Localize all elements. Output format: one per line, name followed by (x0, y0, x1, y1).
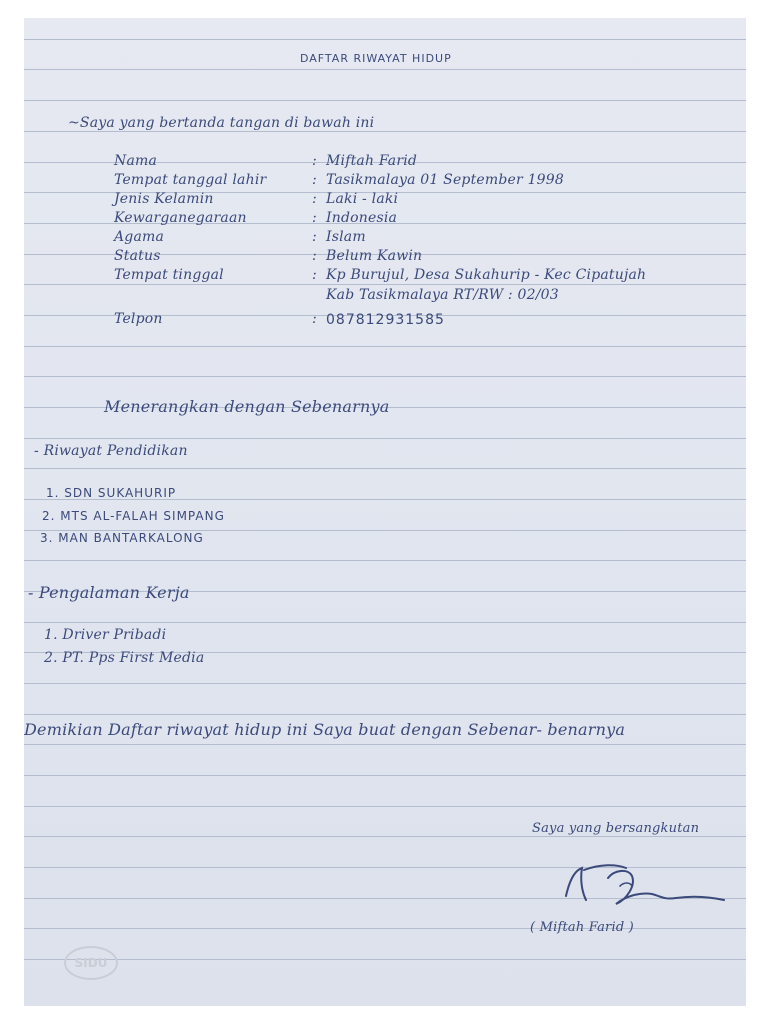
education-heading: - Riwayat Pendidikan (34, 443, 188, 459)
field-label-agama: Agama (114, 229, 165, 245)
field-value-status: Belum Kawin (326, 248, 423, 264)
colon: : (312, 153, 317, 169)
colon: : (312, 311, 317, 327)
colon: : (312, 172, 317, 188)
field-value-tempat-tinggal-line2: Kab Tasikmalaya RT/RW : 02/03 (326, 287, 559, 303)
field-value-tempat-tinggal: Kp Burujul, Desa Sukahurip - Kec Cipatujah (326, 267, 647, 283)
work-item: 1. Driver Pribadi (44, 627, 167, 643)
colon: : (312, 267, 317, 283)
work-item: 2. PT. Pps First Media (44, 650, 205, 666)
colon: : (312, 229, 317, 245)
field-label-jenis-kelamin: Jenis Kelamin (114, 191, 214, 207)
field-label-kewarganegaraan: Kewarganegaraan (114, 210, 247, 226)
signoff-text: Saya yang bersangkutan (532, 821, 700, 836)
education-item: 2. MTS AL-FALAH SIMPANG (42, 509, 225, 523)
document-title: DAFTAR RIWAYAT HIDUP (300, 52, 452, 65)
field-value-nama: Miftah Farid (326, 153, 418, 169)
notebook-page (24, 18, 746, 1006)
colon: : (312, 210, 317, 226)
intro-text: ~Saya yang bertanda tangan di bawah ini (68, 115, 375, 131)
field-label-telpon: Telpon (114, 311, 163, 327)
field-value-jenis-kelamin: Laki - laki (326, 191, 399, 207)
paper-brand-logo: SIDU (64, 946, 118, 980)
education-item: 3. MAN BANTARKALONG (40, 531, 204, 545)
education-item: 1. SDN SUKAHURIP (46, 486, 177, 500)
field-label-tempat-tanggal-lahir: Tempat tanggal lahir (114, 172, 267, 188)
declaration-text: Menerangkan dengan Sebenarnya (104, 397, 390, 416)
field-value-tempat-tanggal-lahir: Tasikmalaya 01 September 1998 (326, 172, 565, 188)
signature-image (560, 856, 730, 918)
colon: : (312, 191, 317, 207)
work-heading: - Pengalaman Kerja (28, 583, 190, 602)
field-label-tempat-tinggal: Tempat tinggal (114, 267, 224, 283)
closing-statement: Demikian Daftar riwayat hidup ini Saya buat dengan Sebenar- benarnya (24, 720, 626, 739)
field-value-agama: Islam (326, 229, 366, 245)
signer-name: ( Miftah Farid ) (530, 920, 634, 935)
field-value-telpon: 087812931585 (326, 312, 445, 328)
field-label-nama: Nama (114, 153, 158, 169)
field-value-kewarganegaraan: Indonesia (326, 210, 398, 226)
colon: : (312, 248, 317, 264)
field-label-status: Status (114, 248, 161, 264)
